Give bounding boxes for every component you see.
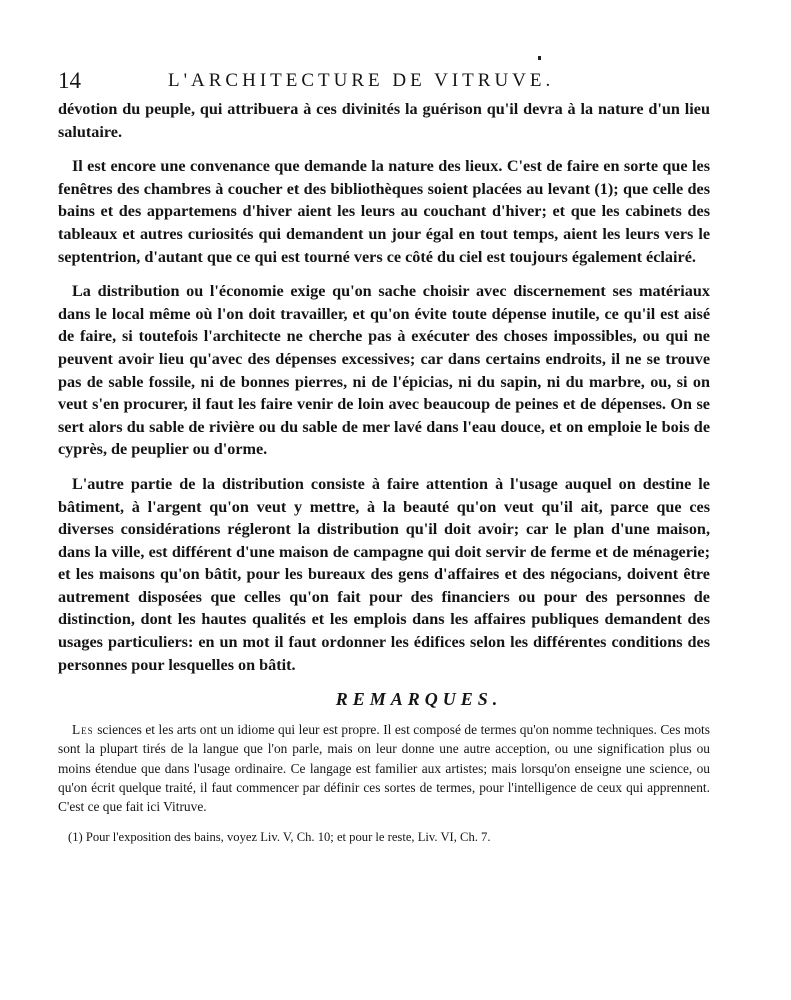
main-text bbox=[58, 98, 710, 676]
paragraph-continuation: dévotion du peuple, qui attribuera à ces divinités la guérison qu'il devra à la nature d'un lieu salutaire. bbox=[58, 100, 710, 141]
paragraph-convenance: Il est encore une convenance que demande la nature des lieux. C'est de faire en sorte que les fenêtres des chambres à coucher et des bibliothèques soient placées au levant (1); que celle des bains et des appartemens d'hiver aient les leurs au couchant d'hiver; et que les cabinets des tableaux et autres curiosités qui demandent un jour égal en tout temps, aient les leurs vers le septentrion, d'autant que ce qui est tourné vers ce côté du ciel est toujours également éclairé. bbox=[58, 157, 710, 266]
remarks-lead-word: Les bbox=[72, 722, 94, 738]
page-number: 14 bbox=[58, 68, 81, 93]
remarks-body: sciences et les arts ont un idiome qui leur est propre. Il est composé de termes qu'on nomme techniques. Ces mots sont la plupart tirés de la langue que l'on parle, mais on leur donne une autre acception, ou une signification plus ou moins étendue que dans l'usage ordinaire. Ce langage est familier aux artistes; mais lorsqu'on enseigne une science, ou qu'on écrit quelque traité, il faut commencer par définir ces sortes de termes, pour l'intelligence de ceux qui apprennent. C'est ce que fait ici Vitruve. bbox=[58, 722, 710, 815]
running-title: L'ARCHITECTURE DE VITRUVE. bbox=[168, 70, 555, 91]
page-header bbox=[58, 60, 710, 98]
paragraph-autre-partie: L'autre partie de la distribution consiste à faire attention à l'usage auquel on destine le bâtiment, à l'argent qu'on veut y mettre, à la beauté qu'on veut qu'il ait, parce que ces diverses considérations régleront la distribution qu'il doit avoir; car le plan d'une maison, dans la ville, est différent d'une maison de campagne qui doit servir de ferme et de ménagerie; et les maisons qu'on bâtit, pour les bureaux des gens d'affaires et des négocians, doivent être autrement disposées que celles qu'on fait pour des financiers ou pour des personnes de distinction, dont les hautes qualités et les emplois dans les affaires publiques demandent des usages particuliers: en un mot il faut ordonner les édifices selon les différentes conditions des personnes pour lesquelles on bâtit. bbox=[58, 474, 710, 674]
footnote: (1) Pour l'exposition des bains, voyez Liv. V, Ch. 10; et pour le reste, Liv. VI, Ch. 7. bbox=[68, 830, 491, 845]
remarks-heading: REMARQUES. bbox=[335, 689, 503, 710]
remarks-paragraph bbox=[58, 720, 710, 816]
paragraph-distribution: La distribution ou l'économie exige qu'on sache choisir avec discernement ses matériaux dans le local même où l'on doit travailler, et qu'on évite toute dépense inutile, ce qu'il est aisé de faire, si toutefois l'architecte ne cherche pas à exécuter des choses impossibles, ou qui ne peuvent avoir lieu qu'avec des dépenses excessives; car dans certains endroits, il ne se trouve pas de sable fossile, ni de bonnes pierres, ni de l'épicias, ni du sapin, ni du marbre, ou, si on veut s'en procurer, il faut les faire venir de loin avec beaucoup de peines et de dépenses. On se sert alors du sable de rivière ou du sable de mer lavé dans l'eau douce, et on emploie le bois de cyprès, de peuplier ou d'orme. bbox=[58, 282, 710, 459]
book-page bbox=[58, 60, 710, 846]
